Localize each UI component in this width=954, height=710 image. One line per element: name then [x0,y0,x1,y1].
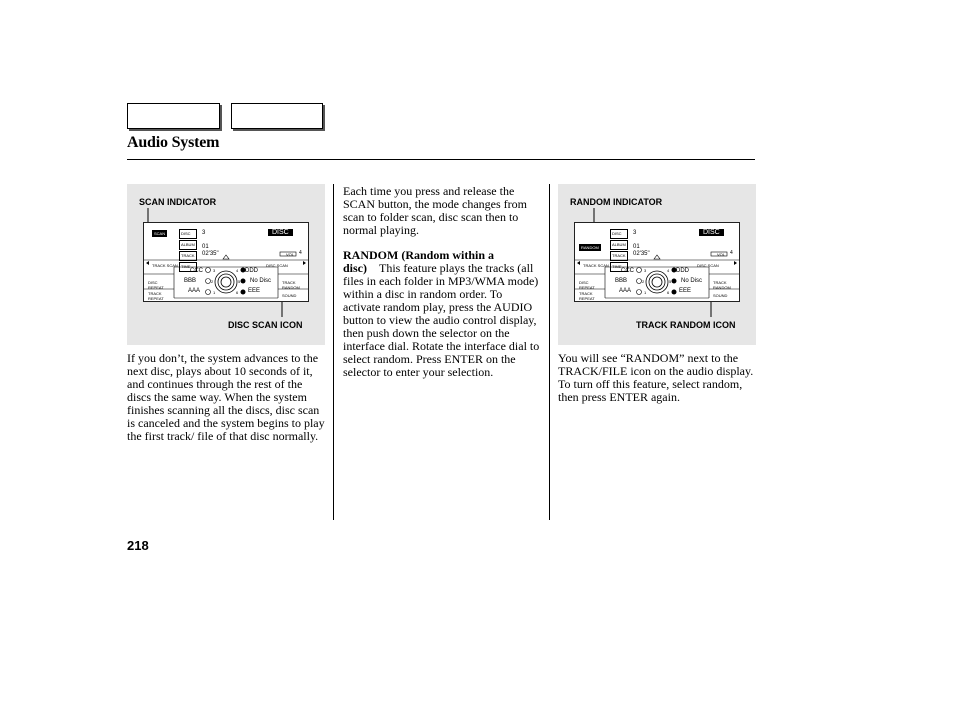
volume-label: VOL [286,252,295,257]
display-decoration-random [575,223,739,301]
slot-number-2: 2 [211,279,214,284]
tag-time: TIME [179,262,197,272]
right-column-body: You will see “RANDOM” next to the TRACK/FILE icon on the audio display. To turn off this feature, select random, then press ENTER again. [558,351,754,404]
slot-eee: EEE [248,288,261,294]
elapsed-time: 02'35" [202,251,219,257]
softkey-disc-repeat: DISC REPEAT [579,280,595,290]
random-section [343,249,541,379]
softkey-disc-scan: DISC SCAN [697,263,719,268]
scan-indicator-label: SCAN INDICATOR [139,197,217,207]
mode-badge: DISC [699,229,724,236]
audio-display-panel [143,222,309,302]
softkey-track-repeat: TRACK REPEAT [579,291,595,301]
slot-bbb: BBB [184,278,197,284]
tag-disc: DISC [610,229,628,239]
softkey-sound: SOUND [713,293,728,298]
file-number: 01 [633,244,640,250]
random-tag: RANDOM [581,245,599,250]
left-column-body: If you don’t, the system advances to the next disc, plays about 10 seconds of it, and continues through the rest of the discs the same way. When the system finishes scanning all the discs, disc scan is canceled and the system begins to play the first track/ file of that disc normally. [127,351,325,443]
middle-column-intro: Each time you press and release the SCAN button, the mode changes from scan to folder scan, disc scan then to normal playing. [343,184,527,237]
display-decoration [144,223,308,301]
tag-album: ALBUM [610,240,628,250]
slot-number-4: 4 [236,268,239,273]
tag-album: ALBUM [179,240,197,250]
softkey-track-random: TRACK RANDOM [713,280,731,290]
column-divider-right [549,184,550,520]
slot-number-6: 6 [236,290,239,295]
random-indicator-label: RANDOM INDICATOR [570,197,663,207]
slot-number-4: 4 [667,268,670,273]
slot-ccc: CCC [621,268,634,274]
slot-number-1: 1 [644,290,647,295]
slot-no-disc: No Disc [250,278,272,284]
slot-ddd: DDD [676,268,689,274]
random-body: This feature plays the tracks (all files in each folder in MP3/WMA mode) within a disc in random order. To activate random play, press the AUDIO button to view the audio control display, then push down the selector on the interface dial. Rotate the interface dial to select random. Press ENTER on the selector to enter your selection. [343,261,540,379]
softkey-track-random: TRACK RANDOM [282,280,300,290]
tag-track: TRACK [610,251,628,261]
title-rule [127,159,755,160]
audio-display-panel-random [574,222,740,302]
slot-number-3: 3 [644,268,647,273]
softkey-track-scan: TRACK SCAN [152,263,178,268]
slot-number-5: 5 [669,279,672,284]
column-divider-left [333,184,334,520]
page-title: Audio System [127,134,220,151]
slot-number-5: 5 [238,279,241,284]
slot-no-disc: No Disc [681,278,703,284]
track-random-icon-label: TRACK RANDOM ICON [636,320,736,330]
track-number: 3 [202,230,206,236]
tag-track: TRACK [179,251,197,261]
softkey-disc-repeat: DISC REPEAT [148,280,164,290]
slot-ddd: DDD [245,268,258,274]
scan-tag: SCAN [154,231,166,236]
elapsed-time: 02'35" [633,251,650,257]
volume-value: 4 [730,250,733,256]
volume-value: 4 [299,250,302,256]
page-number: 218 [127,538,149,553]
slot-aaa: AAA [619,288,632,294]
slot-ccc: CCC [190,268,203,274]
random-indicator-figure [558,184,756,345]
header-tab-1 [127,103,220,129]
file-number: 01 [202,244,209,250]
tag-disc: DISC [179,229,197,239]
slot-number-3: 3 [213,268,216,273]
slot-number-6: 6 [667,290,670,295]
scan-indicator-figure [127,184,325,345]
slot-number-2: 2 [642,279,645,284]
mode-badge: DISC [268,229,293,236]
header-tab-2 [231,103,323,129]
softkey-disc-scan: DISC SCAN [266,263,288,268]
softkey-sound: SOUND [282,293,297,298]
slot-aaa: AAA [188,288,201,294]
volume-label: VOL [717,252,726,257]
tag-time: TIME [610,262,628,272]
slot-bbb: BBB [615,278,628,284]
track-number: 3 [633,230,637,236]
random-heading: RANDOM (Random within a disc) [343,248,495,275]
softkey-track-repeat: TRACK REPEAT [148,291,164,301]
slot-number-1: 1 [213,290,216,295]
softkey-track-scan: TRACK SCAN [583,263,609,268]
disc-scan-icon-label: DISC SCAN ICON [228,320,303,330]
slot-eee: EEE [679,288,692,294]
